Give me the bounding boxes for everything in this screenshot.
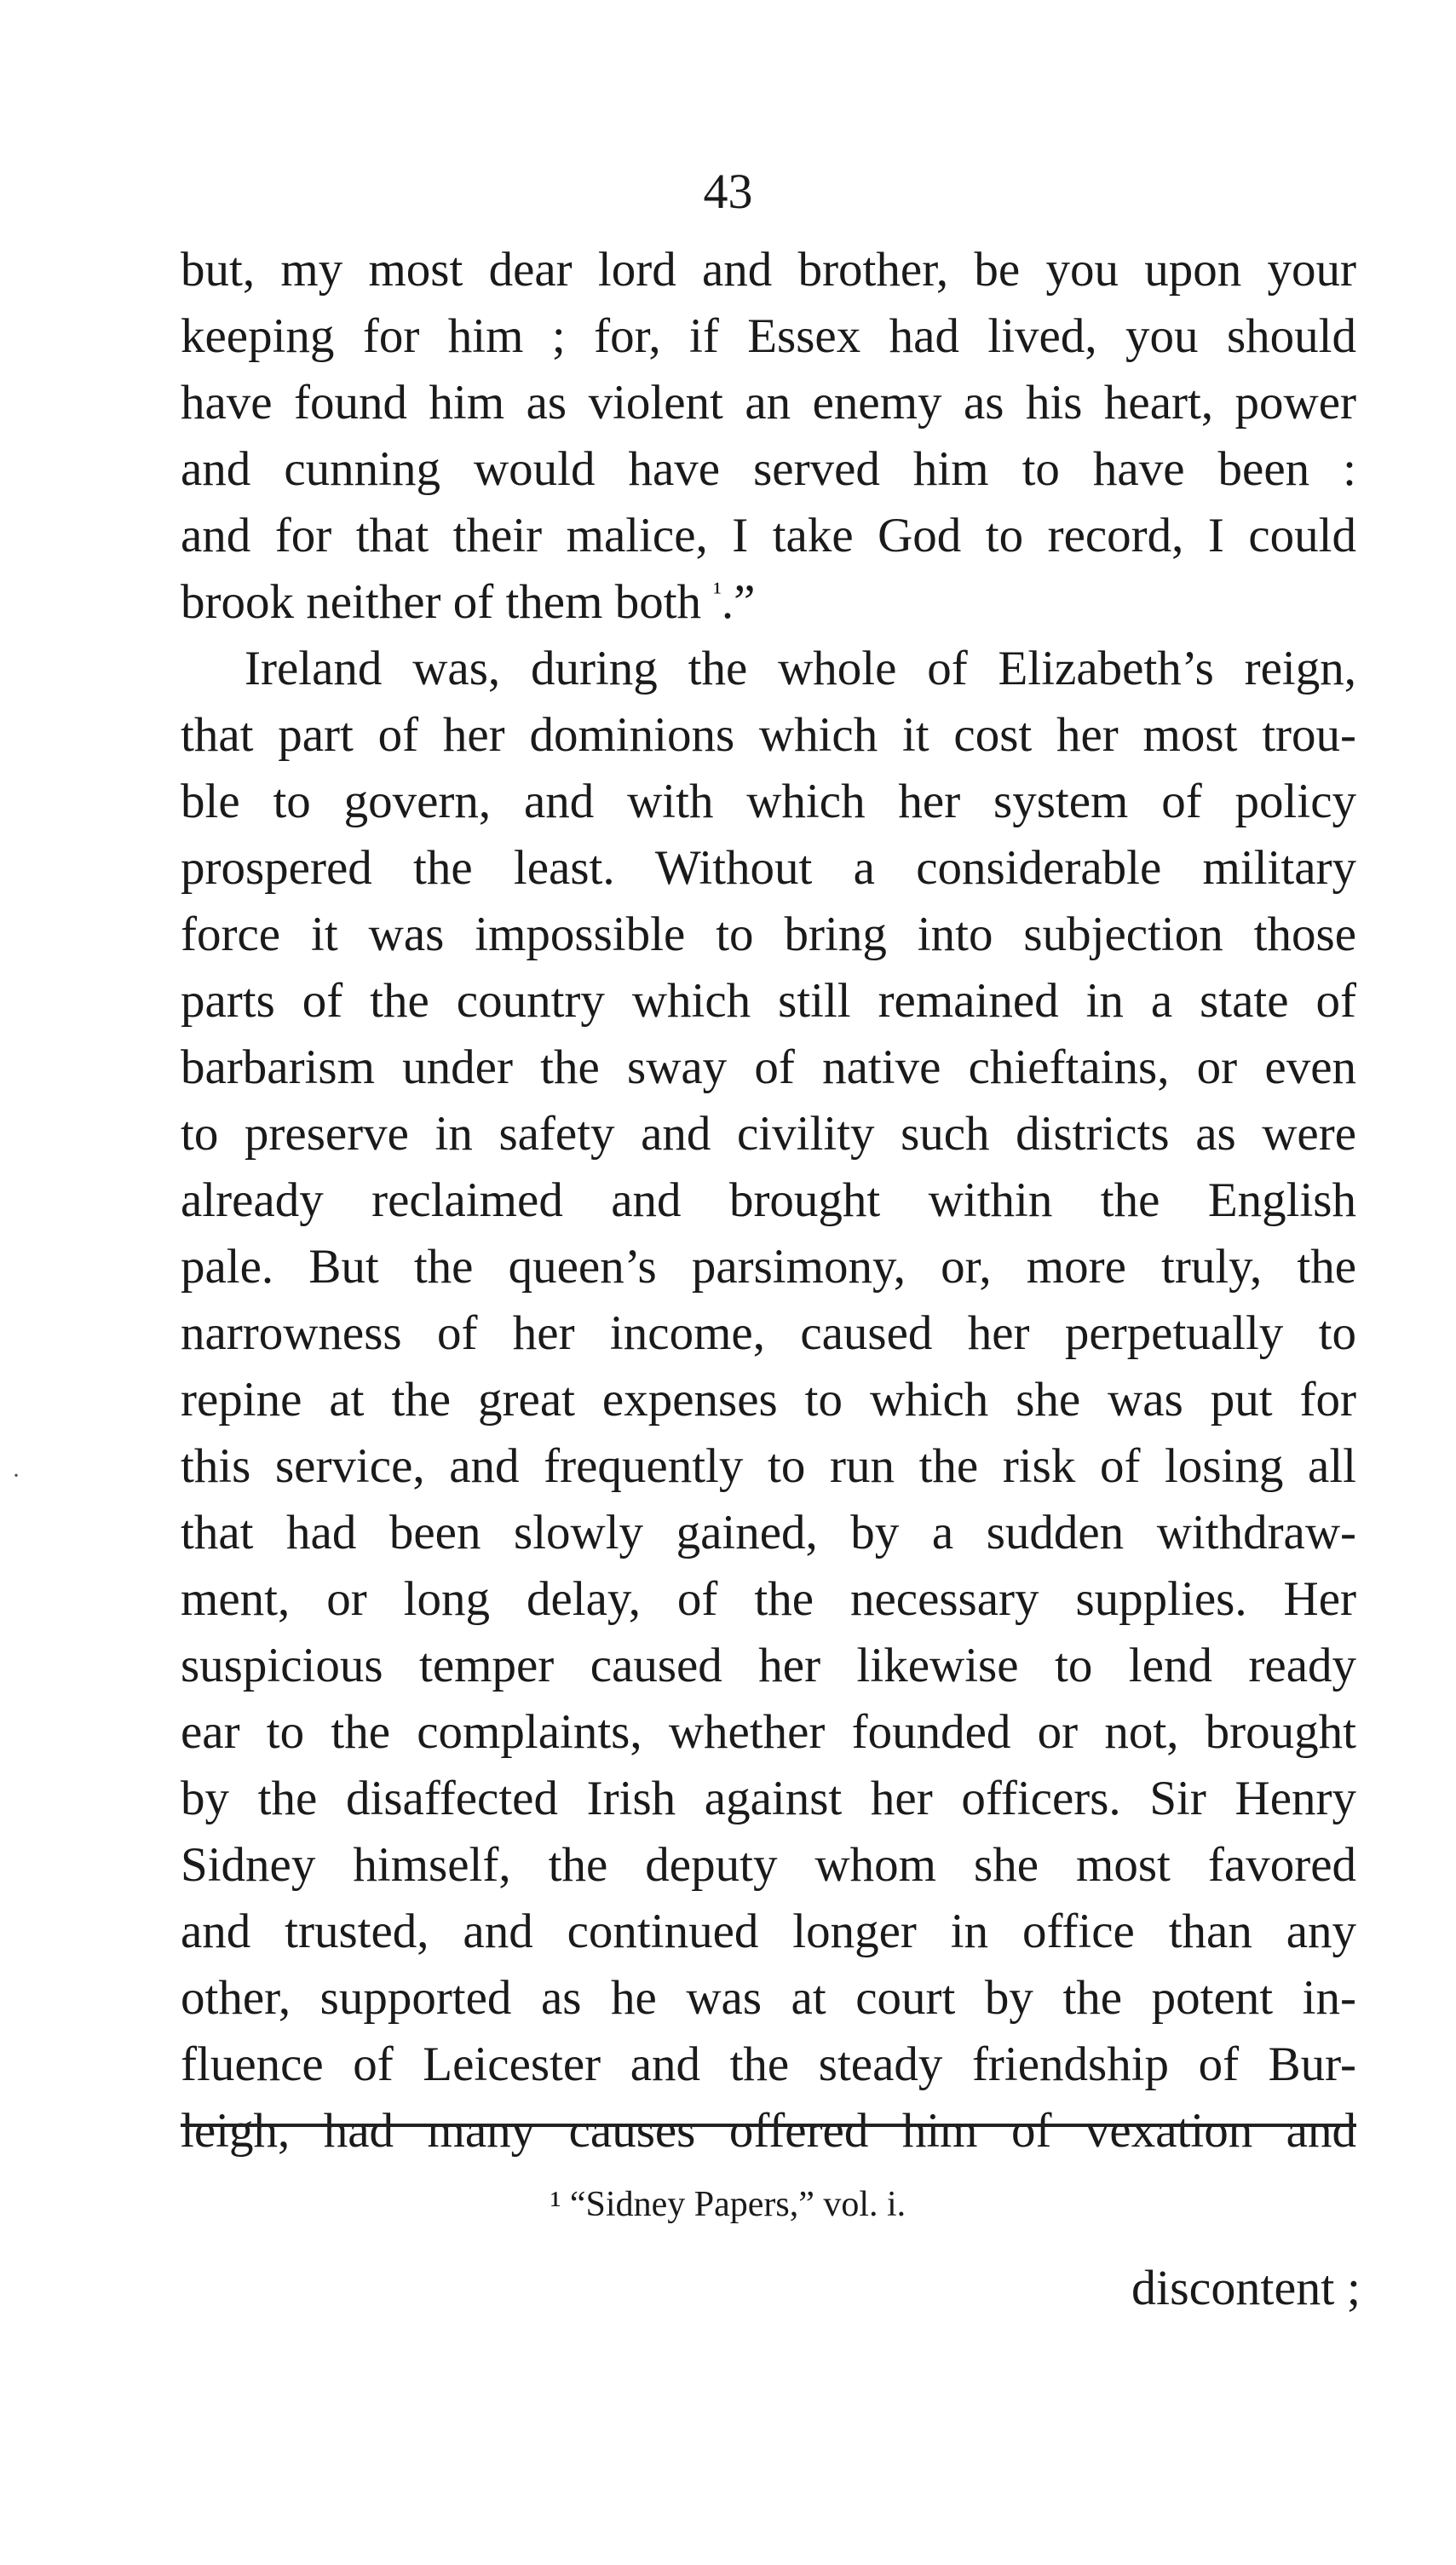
text-line	[181, 1035, 1356, 1101]
line-text: have found him as violent an enemy as his heart, power	[181, 376, 1356, 429]
body-text	[181, 237, 1356, 2164]
line-text: and cunning would have served him to have been :	[181, 442, 1356, 496]
line-text: suspicious temper caused her likewise to lend ready	[181, 1639, 1356, 1692]
page-number: 43	[703, 164, 753, 219]
line-text: Sidney himself, the deputy whom she most favored	[181, 1838, 1356, 1892]
line-text: force it was impossible to bring into subjection those	[181, 908, 1356, 961]
text-line	[181, 1300, 1356, 1367]
line-text: ble to govern, and with which her system of policy	[181, 775, 1356, 828]
text-line	[181, 303, 1356, 370]
line-text: ment, or long delay, of the necessary supplies. Her	[181, 1572, 1356, 1626]
line-text: that had been slowly gained, by a sudden withdraw-	[181, 1506, 1356, 1559]
footnote-reference: ¹	[713, 576, 722, 607]
line-text: ear to the complaints, whether founded or not, brought	[181, 1705, 1356, 1759]
line-text: Ireland was, during the whole of Elizabeth’s reign,	[245, 642, 1356, 695]
text-line	[181, 503, 1356, 569]
line-text: prospered the least. Without a considerable military	[181, 841, 1356, 895]
line-text: repine at the great expenses to which she was put for	[181, 1373, 1356, 1427]
text-line	[181, 1167, 1356, 1234]
line-text: pale. But the queen’s parsimony, or, more truly, the	[181, 1240, 1356, 1294]
line-text: other, supported as he was at court by the potent in-	[181, 1971, 1356, 2025]
text-line	[181, 835, 1356, 902]
line-text: parts of the country which still remained in a state of	[181, 974, 1356, 1028]
line-text: and for that their malice, I take God to record, I could	[181, 509, 1356, 562]
line-text: to preserve in safety and civility such districts as were	[181, 1107, 1356, 1161]
text-line	[181, 1101, 1356, 1167]
line-text: by the disaffected Irish against her officers. Sir Henry	[181, 1772, 1356, 1825]
line-text: that part of her dominions which it cost her most trou-	[181, 708, 1356, 762]
text-line	[181, 902, 1356, 968]
line-text: keeping for him ; for, if Essex had lived, you should	[181, 309, 1356, 363]
text-line	[181, 1633, 1356, 1699]
text-line	[181, 1433, 1356, 1500]
text-line	[181, 237, 1356, 303]
text-line	[181, 702, 1356, 769]
line-text: fluence of Leicester and the steady friendship of Bur-	[181, 2038, 1356, 2091]
footnote: ¹ “Sidney Papers,” vol. i.	[550, 2185, 906, 2224]
stray-mark: ·	[12, 1461, 20, 1490]
text-line	[181, 2098, 1356, 2164]
line-text: this service, and frequently to run the risk of losing all	[181, 1439, 1356, 1493]
line-text: brook neither of them both	[181, 575, 702, 629]
text-line	[181, 1566, 1356, 1633]
text-line	[181, 2032, 1356, 2098]
footnote-rule	[181, 2124, 1356, 2127]
line-text: narrowness of her income, caused her perpetually to	[181, 1306, 1356, 1360]
text-line	[181, 1766, 1356, 1832]
text-line	[181, 370, 1356, 436]
closing-punctuation: .”	[721, 575, 756, 629]
text-line	[181, 769, 1356, 835]
text-line	[181, 569, 1356, 636]
line-text: and trusted, and continued longer in office than any	[181, 1905, 1356, 1958]
text-line	[181, 1367, 1356, 1433]
text-line	[181, 1832, 1356, 1899]
text-line	[181, 436, 1356, 503]
text-line	[181, 1899, 1356, 1965]
text-line	[181, 636, 1356, 702]
line-text: but, my most dear lord and brother, be you upon your	[181, 243, 1356, 297]
text-line	[181, 1234, 1356, 1300]
catchword: discontent ;	[1131, 2260, 1361, 2315]
text-line	[181, 968, 1356, 1035]
text-line	[181, 1965, 1356, 2032]
line-text: leigh, had many causes offered him of vexation and	[181, 2104, 1356, 2158]
line-text: already reclaimed and brought within the English	[181, 1173, 1356, 1227]
text-line	[181, 1699, 1356, 1766]
text-line	[181, 1500, 1356, 1566]
line-text: barbarism under the sway of native chieftains, or even	[181, 1040, 1356, 1094]
